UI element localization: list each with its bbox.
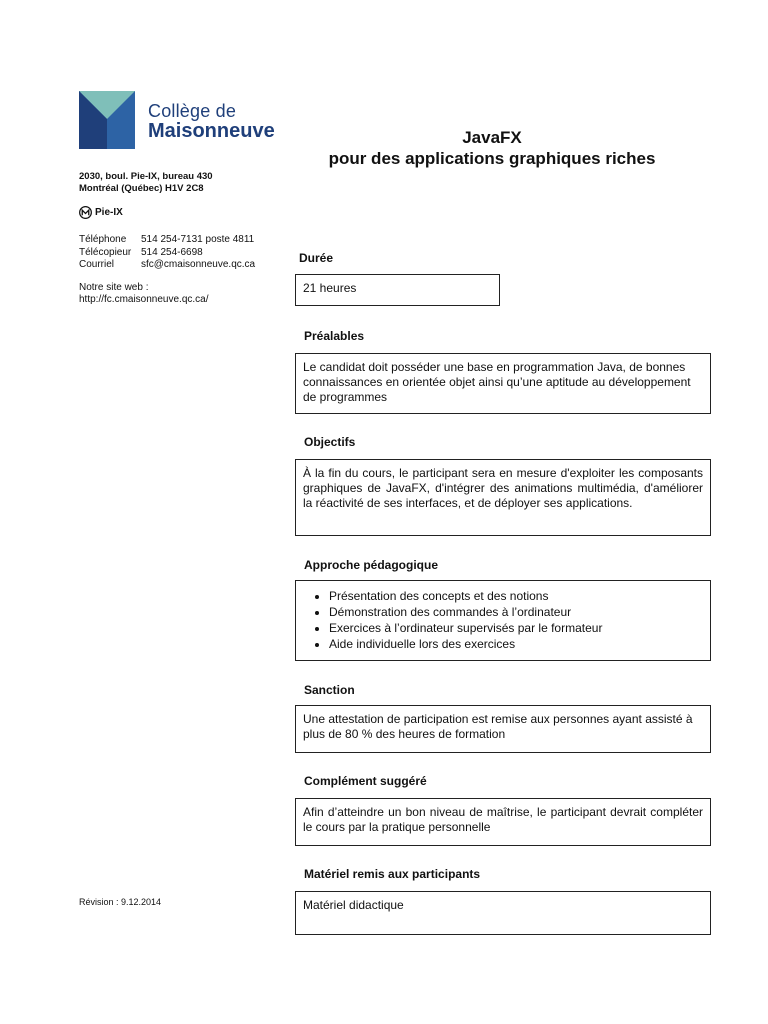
section-title-prealables: Préalables	[304, 329, 365, 343]
section-box-prealables: Le candidat doit posséder une base en programmation Java, de bonnes connaissances en orientée objet ainsi qu’une aptitude au développement de programmes	[295, 353, 711, 414]
address-line2: Montréal (Québec) H1V 2C8	[79, 183, 204, 194]
section-title-sanction: Sanction	[304, 683, 355, 697]
list-item: • Présentation des concepts et des notions	[329, 588, 703, 604]
fax-label: Télécopieur	[79, 246, 132, 258]
document-title	[300, 127, 684, 169]
contact-row	[79, 247, 255, 260]
section-title-approche: Approche pédagogique	[304, 558, 439, 572]
list-item: • Démonstration des commandes à l’ordinateur	[329, 604, 703, 620]
college-logo	[79, 91, 279, 151]
section-box-complement: Afin d’atteindre un bon niveau de maîtrise, le participant devrait compléter le cours par la pratique personnelle	[295, 798, 711, 846]
revision-date: Révision : 9.12.2014	[79, 897, 162, 907]
college-logo-mark	[79, 91, 135, 149]
website-label: Notre site web :	[79, 282, 149, 293]
section-box-materiel: Matériel didactique	[295, 891, 711, 935]
contact-row	[79, 259, 255, 272]
section-box-approche	[295, 580, 711, 661]
section-box-duree: 21 heures	[295, 274, 500, 306]
section-title-objectifs: Objectifs	[304, 435, 356, 449]
title-line1: JavaFX	[462, 128, 522, 147]
phone-label: Téléphone	[79, 234, 127, 245]
logo-text-line1: Collège de	[148, 101, 237, 121]
email-value: sfc@cmaisonneuve.qc.ca	[141, 259, 256, 270]
phone-value: 514 254-7131 poste 4811	[141, 234, 255, 245]
list-item: • Exercices à l’ordinateur supervisés par le formateur	[329, 620, 703, 636]
title-line2: pour des applications graphiques riches	[328, 149, 656, 168]
fax-value: 514 254-6698	[141, 246, 203, 258]
section-box-sanction: Une attestation de participation est remise aux personnes ayant assisté à plus de 80 % des heures de formation	[295, 705, 711, 753]
metro-label: Pie-IX	[95, 207, 123, 218]
list-item: • Aide individuelle lors des exercices	[329, 636, 703, 652]
metro-icon	[79, 206, 92, 219]
email-label: Courriel	[79, 259, 115, 270]
contact-row	[79, 234, 255, 247]
section-box-objectifs: À la fin du cours, le participant sera en mesure d'exploiter les composants graphiques de JavaFX, d'intégrer des animations multimédia, d'améliorer la réactivité de ses interfaces, et de déployer ses applications.	[295, 459, 711, 536]
logo-text-line2: Maisonneuve	[148, 120, 275, 142]
section-title-complement: Complément suggéré	[304, 774, 427, 788]
section-title-duree: Durée	[299, 251, 334, 265]
contact-info	[79, 234, 255, 272]
section-title-materiel: Matériel remis aux participants	[304, 867, 481, 881]
address-line1: 2030, boul. Pie-IX, bureau 430	[79, 171, 213, 182]
website-info	[79, 282, 209, 306]
approach-list	[303, 588, 703, 652]
address	[79, 171, 213, 195]
metro-station	[79, 206, 123, 219]
website-link[interactable]: http://fc.cmaisonneuve.qc.ca/	[79, 294, 209, 305]
